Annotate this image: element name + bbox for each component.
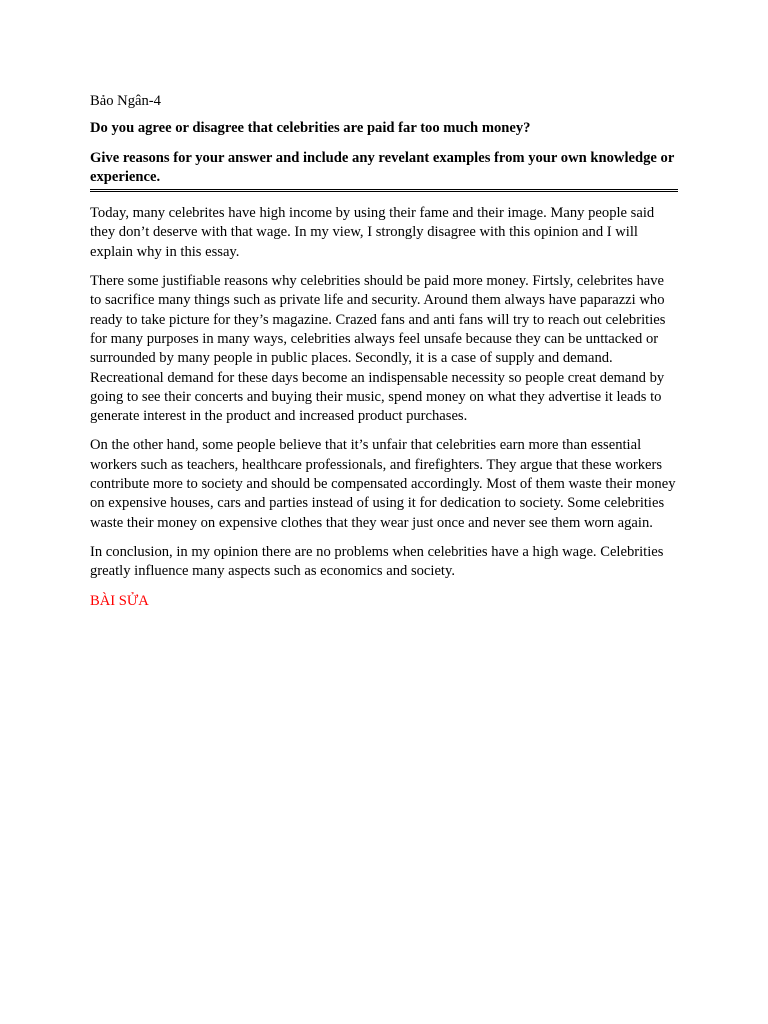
correction-heading: BÀI SỬA [90, 592, 149, 609]
essay-instruction: Give reasons for your answer and include any revelant examples from your own knowledge or experience. [90, 149, 678, 193]
body-paragraph-1: There some justifiable reasons why celebrities should be paid more money. Firtsly, celebrites have to sacrifice many things such as private life and security. Around them always have paparazzi who ready to take picture for they’s magazine. Crazed fans and anti fans will try to reach out celebrities for many purposes in many ways, celebrities always feel unsafe because they can be unttacked or surrounded by many people in public places. Secondly, it is a case of supply and demand. Recreational demand for these days become an indispensable necessity so people creat demand by going to see their concerts and buying their music, spend money on what they advertise it leads to generate interest in the product and increased product purchases. [90, 273, 666, 425]
conclusion-paragraph: In conclusion, in my opinion there are no problems when celebrities have a high wage. Celebrities greatly influence many aspects such as economics and society. [90, 543, 664, 580]
author-name: Bảo Ngân-4 [90, 93, 161, 109]
body-paragraph-2: On the other hand, some people believe that it’s unfair that celebrities earn more than essential workers such as teachers, healthcare professionals, and firefighters. They argue that these workers contribute more to society and should be compensated accordingly. Most of them waste their money on expensive houses, cars and parties instead of using it for dedication to society. Some celebrities waste their money on expensive clothes that they wear just once and never see them worn again. [90, 437, 676, 531]
document-page [90, 92, 678, 611]
essay-question: Do you agree or disagree that celebrities are paid far too much money? [90, 120, 531, 137]
intro-paragraph: Today, many celebrites have high income by using their fame and their image. Many people said they don’t deserve with that wage. In my view, I strongly disagree with this opinion and I will explain why in this essay. [90, 205, 655, 260]
